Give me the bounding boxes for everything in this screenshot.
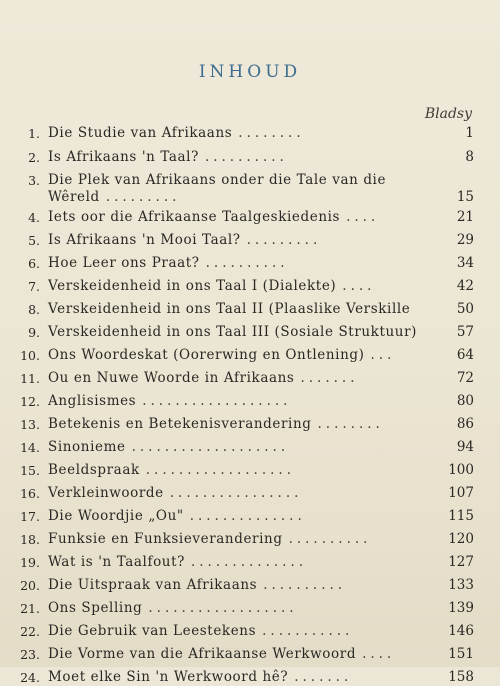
toc-entry-title-text: Ou en Nuwe Woorde in Afrikaans bbox=[48, 370, 295, 386]
toc-entry-title bbox=[48, 255, 423, 272]
toc-entry-number: 18. bbox=[20, 532, 40, 547]
toc-leader-dots: .... bbox=[362, 646, 396, 662]
toc-leader-dots: .... bbox=[342, 278, 376, 294]
toc-entry-title-text: Is Afrikaans 'n Taal? bbox=[48, 149, 199, 165]
toc-entry-title-text: Moet elke Sin 'n Werkwoord hê? bbox=[48, 669, 289, 685]
toc-entry-title bbox=[48, 393, 423, 410]
toc-entry-title bbox=[48, 232, 423, 249]
toc-leader-dots: ........... bbox=[262, 623, 354, 639]
toc-entry-title-text: Iets oor die Afrikaanse Taalgeskiedenis bbox=[48, 209, 341, 225]
toc-entry-title-text: Verskeidenheid in ons Taal III (Sosiale Struktuur) bbox=[48, 324, 417, 340]
toc-entry-title-text: Die Plek van Afrikaans onder die Tale van die Wêreld bbox=[48, 172, 387, 205]
toc-leader-dots: .... bbox=[346, 209, 380, 225]
toc-leader-dots: ................ bbox=[169, 485, 303, 501]
toc-leader-dots: ......... bbox=[105, 189, 181, 205]
toc-entry-title-text: Die Studie van Afrikaans bbox=[48, 125, 233, 141]
toc-entry-page: 151 bbox=[448, 646, 474, 662]
toc-entry-number: 7. bbox=[28, 279, 40, 294]
toc-entry-title bbox=[48, 370, 423, 387]
toc-entry-page: 80 bbox=[456, 393, 474, 409]
toc-entry-title bbox=[48, 172, 423, 206]
toc-entry-page: 50 bbox=[456, 301, 474, 317]
toc-entry-page: 34 bbox=[456, 255, 474, 271]
toc-entry-title-text: Verskeidenheid in ons Taal II (Plaaslike Verskille bbox=[48, 301, 411, 317]
toc-entry-number: 3. bbox=[28, 173, 40, 188]
toc-entry-page: 64 bbox=[456, 347, 474, 363]
toc-entry-page: 8 bbox=[465, 149, 474, 165]
toc-entry-number: 22. bbox=[20, 624, 40, 639]
toc-entry-title-text: Ons Spelling bbox=[48, 600, 143, 616]
toc-leader-dots: .................. bbox=[145, 462, 296, 478]
toc-entry-title bbox=[48, 485, 423, 502]
toc-entry-title-text: Betekenis en Betekenisverandering bbox=[48, 416, 312, 432]
toc-entry-title bbox=[48, 125, 423, 142]
toc-entry-number: 20. bbox=[20, 578, 40, 593]
toc-entry-title-text: Verkleinwoorde bbox=[48, 485, 164, 501]
toc-entry-number: 14. bbox=[20, 440, 40, 455]
toc-entry-number: 1. bbox=[28, 126, 40, 141]
page-column-label: Bladsy bbox=[424, 106, 472, 122]
toc-leader-dots: .......... bbox=[204, 149, 288, 165]
toc-entry-title-text: Verskeidenheid in ons Taal I (Dialekte) bbox=[48, 278, 337, 294]
toc-entry-number: 4. bbox=[28, 210, 40, 225]
toc-entry-title bbox=[48, 347, 423, 364]
toc-entry-number: 9. bbox=[28, 325, 40, 340]
toc-entry-number: 21. bbox=[20, 601, 40, 616]
toc-entry-title bbox=[48, 669, 423, 686]
toc-entry-number: 6. bbox=[28, 256, 40, 271]
toc-entry-title-text: Funksie en Funksieverandering bbox=[48, 531, 283, 547]
toc-leader-dots: ......... bbox=[246, 232, 322, 248]
page-title: INHOUD bbox=[198, 62, 302, 82]
toc-entry-number: 24. bbox=[20, 670, 40, 685]
toc-entry-title bbox=[48, 462, 423, 479]
toc-entry-page: 146 bbox=[448, 623, 474, 639]
toc-entry-page: 158 bbox=[448, 669, 474, 685]
toc-entry-title bbox=[48, 416, 423, 433]
toc-entry-number: 2. bbox=[28, 150, 40, 165]
toc-entry-title-text: Die Uitspraak van Afrikaans bbox=[48, 577, 258, 593]
toc-entry-title bbox=[48, 577, 423, 594]
toc-entry-title-text: Sinonieme bbox=[48, 439, 126, 455]
toc-entry-page: 29 bbox=[456, 232, 474, 248]
toc-entry-number: 10. bbox=[20, 348, 40, 363]
toc-leader-dots: ... bbox=[370, 347, 396, 363]
toc-entry-title bbox=[48, 554, 423, 571]
toc-leader-dots: .................. bbox=[142, 393, 292, 409]
toc-entry-page: 94 bbox=[456, 439, 474, 455]
toc-entry-number: 16. bbox=[20, 486, 40, 501]
toc-entry-page: 107 bbox=[448, 485, 474, 501]
toc-entry-title-text: Ons Woordeskat (Oorerwing en Ontlening) bbox=[48, 347, 365, 363]
toc-entry-title bbox=[48, 531, 423, 548]
toc-leader-dots: .......... bbox=[263, 577, 347, 593]
toc-entry-title bbox=[48, 301, 423, 318]
toc-leader-dots: .......... bbox=[205, 255, 289, 271]
toc-entry-page: 120 bbox=[448, 531, 474, 547]
toc-entry-number: 23. bbox=[20, 647, 40, 662]
toc-entry-page: 86 bbox=[456, 416, 474, 432]
toc-entry-title bbox=[48, 646, 423, 663]
toc-entry-title bbox=[48, 324, 423, 341]
toc-entry-number: 11. bbox=[20, 371, 40, 386]
toc-entry-title-text: Die Vorme van die Afrikaanse Werkwoord bbox=[48, 646, 357, 662]
toc-entry-number: 19. bbox=[20, 555, 40, 570]
toc-entry-number: 15. bbox=[20, 463, 40, 478]
toc-entry-title-text: Beeldspraak bbox=[48, 462, 140, 478]
toc-entry-page: 115 bbox=[448, 508, 474, 524]
toc-entry-page: 139 bbox=[448, 600, 474, 616]
toc-leader-dots: ....... bbox=[294, 669, 353, 685]
toc-entry-title bbox=[48, 439, 423, 456]
toc-entry-page: 100 bbox=[448, 462, 474, 478]
toc-entry-page: 1 bbox=[465, 125, 474, 141]
toc-leader-dots: ........ bbox=[317, 416, 384, 432]
toc-entry-title bbox=[48, 209, 423, 226]
toc-entry-number: 17. bbox=[20, 509, 40, 524]
toc-entry-number: 5. bbox=[28, 233, 40, 248]
toc-entry-number: 12. bbox=[20, 394, 40, 409]
toc-entry-title-text: Wat is 'n Taalfout? bbox=[48, 554, 185, 570]
toc-leader-dots: ................... bbox=[131, 439, 290, 455]
toc-entry-page: 42 bbox=[456, 278, 474, 294]
toc-entry-title-text: Hoe Leer ons Praat? bbox=[48, 255, 200, 271]
toc-entry-title-text: Die Gebruik van Leestekens bbox=[48, 623, 257, 639]
toc-entry-page: 133 bbox=[448, 577, 474, 593]
toc-entry-page: 127 bbox=[448, 554, 474, 570]
toc-entry-title bbox=[48, 600, 423, 617]
toc-leader-dots: .......... bbox=[288, 531, 372, 547]
toc-entry-title-text: Anglisismes bbox=[48, 393, 137, 409]
toc-leader-dots: .................. bbox=[148, 600, 298, 616]
toc-entry-title-text: Is Afrikaans 'n Mooi Taal? bbox=[48, 232, 241, 248]
toc-leader-dots: ....... bbox=[300, 370, 359, 386]
toc-leader-dots: .............. bbox=[189, 508, 306, 524]
toc-leader-dots: ........ bbox=[238, 125, 305, 141]
toc-entry-page: 15 bbox=[456, 189, 474, 205]
toc-entry-title bbox=[48, 508, 423, 525]
toc-entry-number: 13. bbox=[20, 417, 40, 432]
toc-entry-page: 57 bbox=[456, 324, 474, 340]
toc-entry-title bbox=[48, 278, 423, 295]
toc-entry-page: 72 bbox=[456, 370, 474, 386]
toc-entry-title bbox=[48, 149, 423, 166]
toc-entry-number: 8. bbox=[28, 302, 40, 317]
toc-leader-dots: .............. bbox=[190, 554, 308, 570]
toc-entry-page: 21 bbox=[456, 209, 474, 225]
toc-entry-title bbox=[48, 623, 423, 640]
toc-entry-title-text: Die Woordjie „Ou" bbox=[48, 508, 184, 524]
